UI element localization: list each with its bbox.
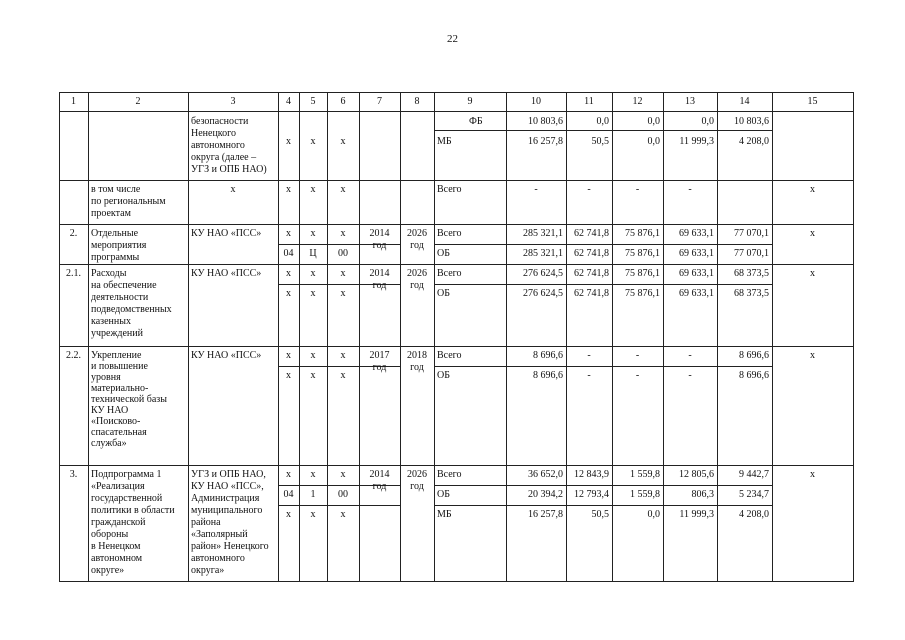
financing-table [59,92,854,582]
amount-col13: 11 999,3 [679,509,714,520]
row-name-line: обороны [91,529,129,540]
column-header-4: 4 [286,96,291,107]
code-article: х [340,469,346,480]
start-year: 2014 [369,268,390,279]
executor-line: района [191,517,221,528]
code-article: х [340,288,346,299]
column-header-13: 13 [685,96,695,107]
amount-total: 285 321,1 [523,228,563,239]
column-header-5: 5 [310,96,316,107]
code-subsection: х [310,228,316,239]
amount-col14: 9 442,7 [739,469,769,480]
code-section: х [286,136,291,147]
amount-col11: 50,5 [591,509,609,520]
code-article: х [340,136,346,147]
row-name-line: политики в области [91,505,175,516]
executor-line: Ненецкого [191,128,237,139]
column-header-2: 2 [135,96,141,107]
amount-total: 16 257,8 [528,509,563,520]
code-article: х [340,350,346,361]
row-name-line: гражданской [91,517,146,528]
start-year: 2017 [369,350,390,361]
amount-col11: 50,5 [591,136,609,147]
row-name-line: автономном [91,553,143,564]
row-name-line: «Реализация [91,481,145,492]
end-year-label: год [410,240,424,251]
amount-col14: 8 696,6 [739,350,769,361]
column-header-6: 6 [340,96,346,107]
amount-col14: 5 234,7 [739,489,769,500]
amount-col12: - [635,350,640,361]
col15-mark: х [810,469,815,480]
amount-col13: - [688,370,692,381]
code-article: х [340,228,346,239]
code-section: х [286,288,291,299]
amount-col14: 4 208,0 [739,136,769,147]
row-name-line: программы [91,252,140,263]
executor-line: район» Ненецкого [191,541,269,552]
row-name-line: подведомственных [91,304,172,315]
executor-line: безопасности [191,116,249,127]
fund-source: Всего [437,350,462,361]
column-header-7: 7 [377,96,382,107]
amount-col14: 77 070,1 [734,248,769,259]
fund-source: ОБ [437,370,450,381]
start-year-label: год [372,280,387,291]
code-section: 04 [283,489,294,500]
amount-col13: - [688,350,692,361]
amount-total: 20 394,2 [528,489,563,500]
col15-mark: х [810,184,815,195]
row-name-line: Отдельные [91,228,139,239]
row-number: 2.2. [66,350,81,361]
executor-line: округа (далее – [191,152,257,163]
fund-source: Всего [437,228,462,239]
column-header-1: 1 [71,96,76,107]
row-name-line: по региональным [91,196,166,207]
amount-total: 16 257,8 [528,136,563,147]
fund-source: Всего [437,268,462,279]
code-article: х [340,509,346,520]
end-year-label: год [410,362,424,373]
amount-col13: 806,3 [691,489,714,500]
row-name-line: Расходы [91,268,127,279]
code-section: х [286,268,291,279]
amount-col13: 11 999,3 [679,136,714,147]
row-name-line: Укрепление [91,350,142,361]
code-article: х [340,184,346,195]
amount-col12: 75 876,1 [625,288,660,299]
end-year: 2026 [407,268,427,279]
row-name-line: уровня [91,372,121,383]
amount-col11: 0,0 [596,116,609,127]
row-name-line: и повышение [91,361,148,372]
row-name-line: служба» [91,438,127,449]
fund-source: МБ [437,136,452,147]
amount-total: 8 696,6 [533,370,563,381]
code-subsection: 1 [310,489,316,500]
fund-source: ОБ [437,248,450,259]
code-subsection: х [310,350,316,361]
row-name-line: учреждений [91,328,143,339]
code-subsection: х [310,136,316,147]
end-year: 2018 [407,350,427,361]
row-number: 2.1. [66,268,81,279]
amount-col11: 12 843,9 [574,469,609,480]
code-section: х [286,184,291,195]
column-header-8: 8 [414,96,420,107]
row-number: 2. [69,228,78,239]
executor-line: УГЗ и ОПБ НАО, [191,469,266,480]
amount-col12: 75 876,1 [625,228,660,239]
start-year: 2014 [369,228,390,239]
executor-cell: КУ НАО «ПСС» [191,228,262,239]
amount-col11: 12 793,4 [574,489,609,500]
executor-cell: КУ НАО «ПСС» [191,268,262,279]
row-name-line: в Ненецком [91,541,141,552]
amount-col11: 62 741,8 [574,288,609,299]
col15-mark: х [810,350,815,361]
amount-total: 8 696,6 [533,350,563,361]
amount-total: 276 624,5 [523,268,563,279]
fund-source: ФБ [469,116,483,127]
column-header-12: 12 [632,96,643,107]
amount-col12: 0,0 [647,509,660,520]
amount-col11: 62 741,8 [574,268,609,279]
amount-total: 276 624,5 [523,288,563,299]
code-subsection: х [310,268,316,279]
amount-col14: 4 208,0 [739,509,769,520]
row-name-line: проектам [91,208,131,219]
executor-line: УГЗ и ОПБ НАО) [191,164,267,175]
start-year: 2014 [369,469,390,480]
amount-col14: 8 696,6 [739,370,769,381]
executor-line: округа» [191,565,225,576]
code-article: х [340,268,346,279]
end-year-label: год [410,280,424,291]
amount-col11: 62 741,8 [574,228,609,239]
code-section: х [286,370,291,381]
fund-source: МБ [437,509,452,520]
fund-source: Всего [437,469,462,480]
amount-col12: 75 876,1 [625,248,660,259]
amount-total: 10 803,6 [528,116,563,127]
col15-mark: х [810,268,815,279]
column-header-11: 11 [584,96,594,107]
executor-line: КУ НАО «ПСС», [191,481,264,492]
executor-line: «Заполярный [191,529,248,540]
amount-total: - [534,184,538,195]
column-header-9: 9 [467,96,473,107]
row-name-line: «Поисково- [91,416,141,427]
amount-col14: 68 373,5 [734,268,769,279]
start-year-label: год [372,240,387,251]
amount-col13: 69 633,1 [679,288,714,299]
row-name-line: спасательная [91,427,147,438]
code-section: х [286,469,291,480]
row-name-line: деятельности [91,292,149,303]
code-article: х [340,370,346,381]
amount-col13: 12 805,6 [679,469,714,480]
code-subsection: х [310,509,316,520]
end-year: 2026 [407,469,427,480]
end-year-label: год [410,481,424,492]
amount-col12: - [635,370,640,381]
code-section: 04 [283,248,294,259]
code-subsection: Ц [309,248,317,259]
executor-line: автономного [191,140,245,151]
row-name-line: на обеспечение [91,280,157,291]
page-number: 22 [447,33,458,45]
amount-col14: 10 803,6 [734,116,769,127]
column-header-10: 10 [531,96,541,107]
amount-col11: - [587,184,591,195]
row-name-line: государственной [91,493,163,504]
row-name-line: округе» [91,565,125,576]
executor-line: Администрация [191,493,260,504]
amount-total: 285 321,1 [523,248,563,259]
amount-col12: 0,0 [647,116,660,127]
row-name-line: КУ НАО [91,405,129,416]
amount-col12: - [635,184,640,195]
col15-mark: х [810,228,815,239]
row-name-line: материально- [91,383,149,394]
amount-col11: - [587,370,591,381]
fund-source: ОБ [437,288,450,299]
code-article: 00 [338,248,348,259]
amount-col13: 69 633,1 [679,248,714,259]
column-header-15: 15 [807,96,818,107]
executor-cell: х [230,184,236,195]
row-name-line: в том числе [91,184,141,195]
amount-total: 36 652,0 [528,469,563,480]
row-name-line: казенных [91,316,131,327]
code-section: х [286,228,291,239]
amount-col13: 0,0 [701,116,714,127]
fund-source: ОБ [437,489,450,500]
amount-col12: 75 876,1 [625,268,660,279]
code-article: 00 [338,489,348,500]
amount-col12: 0,0 [647,136,660,147]
amount-col12: 1 559,8 [630,469,660,480]
executor-line: муниципального [191,505,263,516]
executor-cell: КУ НАО «ПСС» [191,350,262,361]
code-subsection: х [310,370,316,381]
amount-col14: 68 373,5 [734,288,769,299]
row-name-line: мероприятия [91,240,147,251]
amount-col11: - [587,350,591,361]
amount-col11: 62 741,8 [574,248,609,259]
end-year: 2026 [407,228,427,239]
row-name-line: Подпрограмма 1 [91,469,162,480]
start-year-label: год [372,362,387,373]
code-subsection: х [310,469,316,480]
column-header-3: 3 [230,96,236,107]
row-name-line: технической базы [91,394,167,405]
code-section: х [286,509,291,520]
code-subsection: х [310,288,316,299]
amount-col13: - [688,184,692,195]
amount-col12: 1 559,8 [630,489,660,500]
row-number: 3. [69,469,78,480]
executor-line: автономного [191,553,245,564]
start-year-label: год [372,481,387,492]
code-subsection: х [310,184,316,195]
fund-source: Всего [437,184,462,195]
amount-col13: 69 633,1 [679,268,714,279]
amount-col14: 77 070,1 [734,228,769,239]
code-section: х [286,350,291,361]
column-header-14: 14 [739,96,750,107]
amount-col13: 69 633,1 [679,228,714,239]
